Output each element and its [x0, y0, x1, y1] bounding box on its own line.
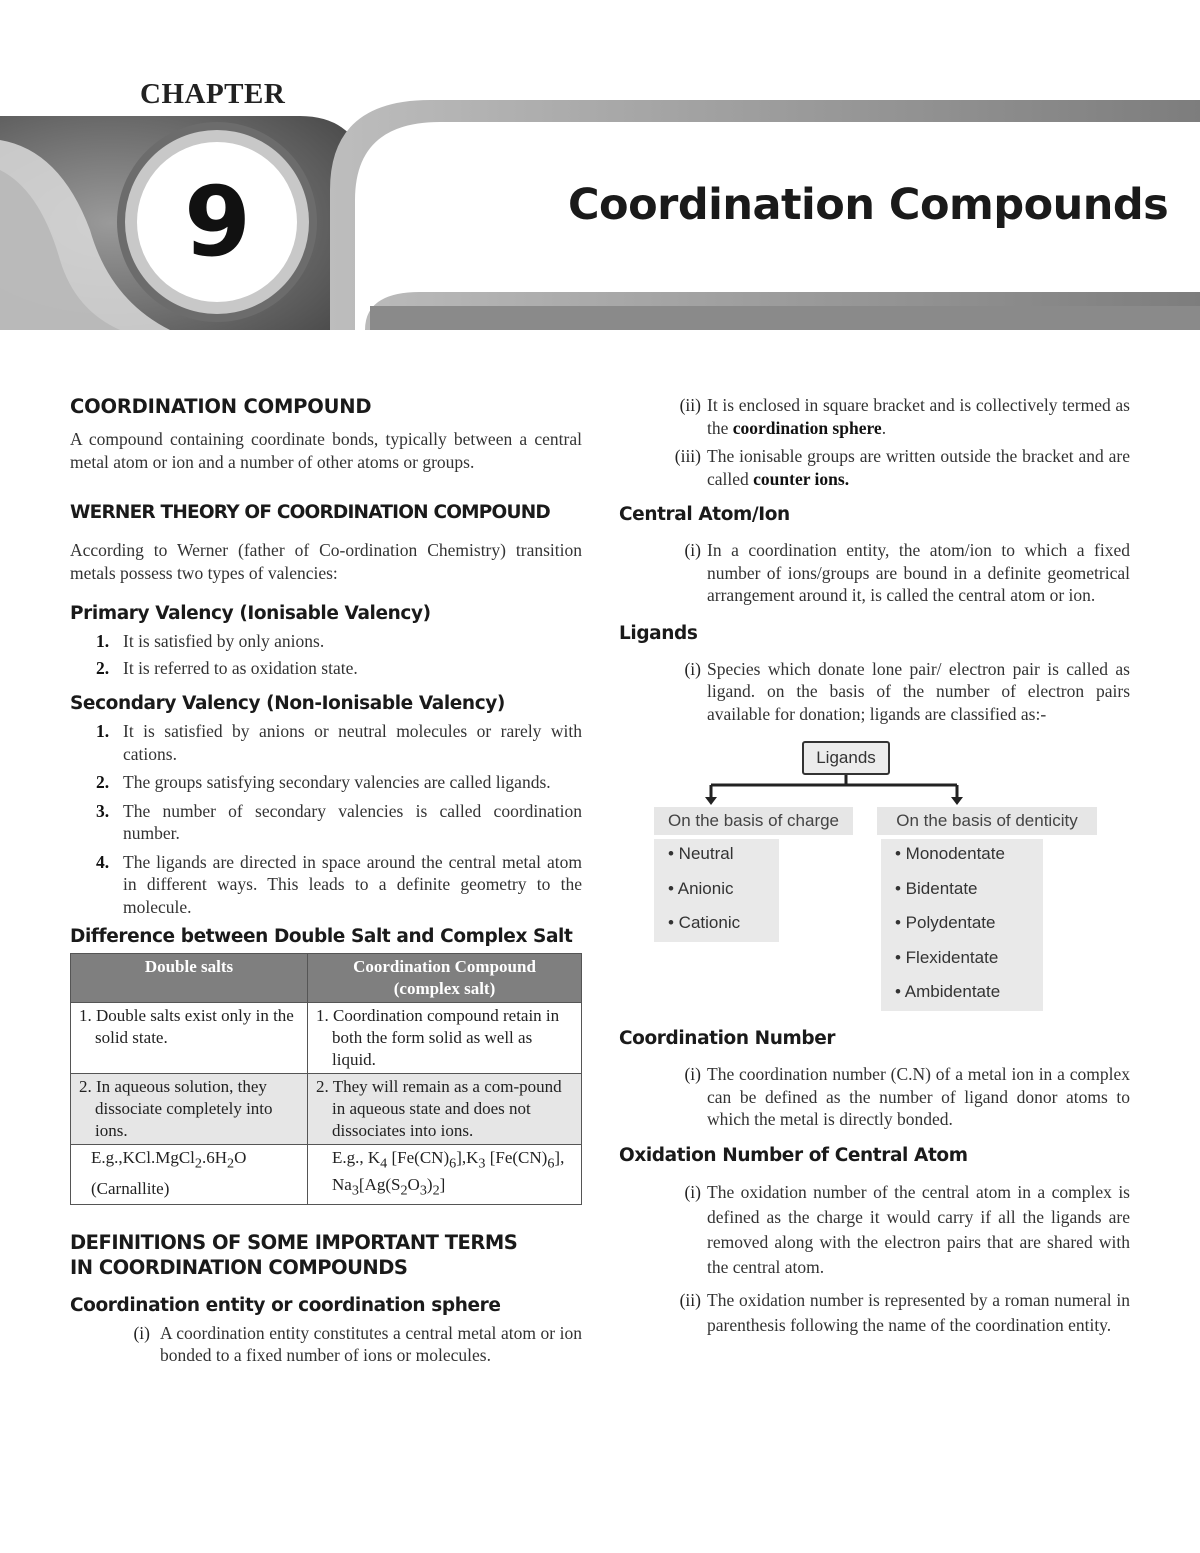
section-title-werner-theory: WERNER THEORY OF COORDINATION COMPOUND	[70, 502, 550, 523]
primary-valency-list	[70, 630, 582, 679]
left-column	[70, 395, 582, 1373]
section-title-coordination-compound: COORDINATION COMPOUND	[70, 395, 372, 418]
list-item: • Neutral	[668, 844, 734, 863]
ligands-root-node: Ligands	[802, 741, 890, 775]
ligands-title: Ligands	[619, 622, 698, 644]
ligand-classification-diagram	[619, 741, 1130, 1016]
list-item: (ii) It is enclosed in square bracket and is collectively termed as the coordination sphere.	[679, 395, 1130, 438]
table-row: 2. In aqueous solution, they dissociate completely into ions. 2. They will remain as a com-pound in aqueous state and does not dissociates into ions.	[71, 1074, 582, 1145]
list-item: (i) The oxidation number of the central atom in a complex is defined as the charge it would carry if all the ligands are removed along with the electron pairs that are shared with the central atom.	[684, 1181, 1130, 1277]
charge-subtypes	[654, 839, 779, 942]
ligands-list	[619, 658, 1130, 726]
primary-valency-title: Primary Valency (Ionisable Valency)	[70, 603, 431, 624]
right-column	[619, 394, 1130, 1344]
chapter-title: Coordination Compounds	[568, 180, 1169, 230]
double-salt-example: $E.g.,KCl.MgCl_2.6H_2O$	[91, 1148, 247, 1172]
complex-salt-example-2: $Na_3[Ag(S_2O_3)_2]$	[332, 1175, 446, 1199]
table-header: Double salts	[71, 954, 308, 1003]
list-item: (iii) The ionisable groups are written outside the bracket and are called counter ions.	[674, 446, 1130, 489]
werner-theory-text: According to Werner (father of Co-ordination Chemistry) transition metals possess two types of valencies:	[70, 540, 582, 583]
denticity-subtypes	[881, 839, 1043, 1011]
list-item: 2. It is referred to as oxidation state.	[96, 657, 358, 678]
list-item: (i) In a coordination entity, the atom/ion to which a fixed number of ions/groups are bound in a definite geometrical arrangement around it, is called the central atom or ion.	[684, 540, 1130, 605]
list-item: • Monodentate	[895, 844, 1005, 863]
list-item: (ii) The oxidation number is represented by a roman numeral in parenthesis following the name of the coordination entity.	[679, 1289, 1130, 1335]
definitions-title-line2: IN COORDINATION COMPOUNDS	[70, 1255, 408, 1279]
complex-salt-example: E.g., $K_4$ $[Fe(CN)_6],K_3$ $[Fe(CN)_6]$,	[332, 1148, 565, 1172]
definitions-title-line1: DEFINITIONS OF SOME IMPORTANT TERMS	[70, 1230, 518, 1254]
list-item: • Cationic	[668, 913, 741, 932]
table-row	[71, 1145, 582, 1205]
difference-table	[70, 953, 582, 1205]
chapter-number: 9	[184, 166, 251, 278]
list-item: 1. It is satisfied by only anions.	[96, 631, 325, 651]
coordination-number-list	[619, 1063, 1130, 1131]
coordination-sphere-list	[619, 394, 1130, 490]
list-item: 3. The number of secondary valencies is called coordination number.	[96, 800, 582, 843]
list-item: • Bidentate	[895, 878, 978, 898]
list-item: • Anionic	[668, 878, 734, 898]
secondary-valency-list	[70, 720, 582, 918]
coordination-entity-title: Coordination entity or coordination sphere	[70, 1294, 501, 1316]
coordination-entity-list	[70, 1322, 582, 1367]
charge-category: On the basis of charge	[654, 807, 853, 835]
central-atom-list	[619, 539, 1130, 607]
central-atom-title: Central Atom/Ion	[619, 504, 790, 525]
list-item: • Ambidentate	[895, 982, 1001, 1001]
list-item: (i) Species which donate lone pair/ electron pair is called as ligand. on the basis of the number of electron pairs available for donation; ligands are classified as:-	[684, 658, 1130, 724]
coordination-number-title: Coordination Number	[619, 1028, 836, 1049]
list-item: (i) A coordination entity constitutes a central metal atom or ion bonded to a fixed number of ions or molecules.	[133, 1322, 582, 1366]
denticity-category: On the basis of denticity	[877, 807, 1097, 835]
table-row: 1. Double salts exist only in the solid state. 1. Coordination compound retain in both the form solid as well as liquid.	[71, 1003, 582, 1074]
oxidation-number-list	[619, 1180, 1130, 1338]
table-header: Coordination Compound (complex salt)	[308, 954, 582, 1003]
list-item: 4. The ligands are directed in space around the central metal atom in different ways. This leads to a definite geometry to the molecule.	[96, 851, 582, 917]
secondary-valency-title: Secondary Valency (Non-Ionisable Valency)	[70, 693, 505, 714]
oxidation-number-title: Oxidation Number of Central Atom	[619, 1144, 968, 1166]
difference-title: Difference between Double Salt and Complex Salt	[70, 926, 573, 947]
list-item: • Polydentate	[895, 913, 996, 932]
coordination-compound-definition: A compound containing coordinate bonds, typically between a central metal atom or ion and a number of other atoms or groups.	[70, 429, 582, 472]
list-item: 2. The groups satisfying secondary valencies are called ligands.	[96, 772, 551, 792]
chapter-label: CHAPTER	[140, 78, 286, 110]
list-item: 1. It is satisfied by anions or neutral molecules or rarely with cations.	[96, 721, 582, 764]
list-item: • Flexidentate	[895, 947, 999, 967]
double-salt-example-name: (Carnallite)	[91, 1179, 170, 1199]
list-item: (i) The coordination number (C.N) of a metal ion in a complex can be defined as the number of ligand donor atoms to which the metal is directly bonded.	[684, 1064, 1130, 1129]
